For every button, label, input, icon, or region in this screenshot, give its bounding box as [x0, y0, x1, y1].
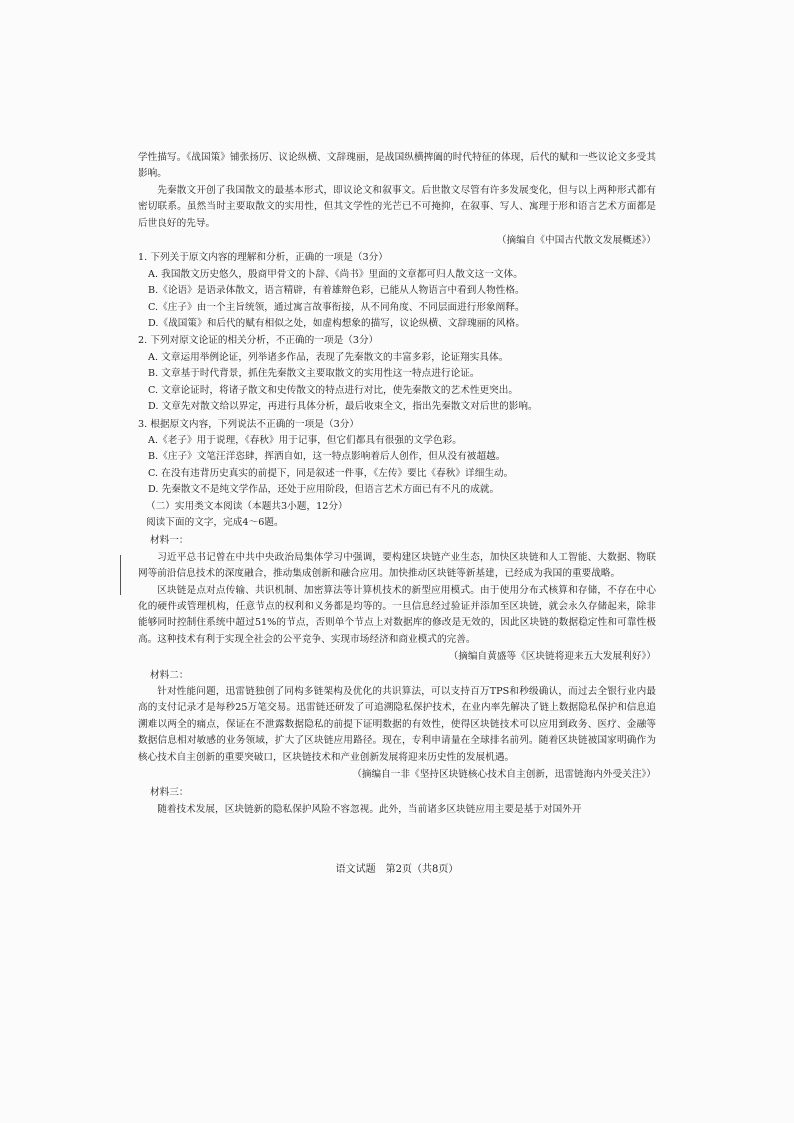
margin-mark — [120, 555, 121, 595]
page-body — [138, 150, 656, 818]
question-2-option-d: D. 文章先对散文给以界定，再进行具体分析，最后收束全文，指出先秦散文对后世的影响。 — [148, 401, 538, 413]
question-1-option-c: C.《庄子》由一个主旨统领，通过寓言故事衔接，从不同角度、不同层面进行形象阐释。 — [148, 301, 525, 313]
question-3-option-d: D. 先秦散文不是纯文学作品，还处于应用阶段，但语言艺术方面已有不凡的成就。 — [148, 484, 500, 496]
question-2-option-c: C. 文章论证时，将诸子散文和史传散文的特点进行对比，使先秦散文的艺术性更突出。 — [148, 384, 519, 396]
section-2-header: （二）实用类文本阅读（本题共3小题，12分） — [146, 500, 348, 512]
question-2-stem: 2. 下列对原文论证的相关分析，不正确的一项是（3分） — [138, 335, 379, 347]
material-3-paragraph-1: 随着技术发展，区块链新的隐私保护风险不容忽视。此外，当前诸多区块链应用主要是基于对国外开 — [157, 803, 582, 815]
page-footer: 语文试题 第2页（共8页） — [335, 864, 459, 875]
question-3-stem: 3. 根据原文内容，下列说法不正确的一项是（3分） — [138, 418, 360, 430]
material-1-source: （摘编自黄盛等《区块链将迎来五大发展利好》） — [448, 651, 656, 663]
material-2-paragraph-1: 针对性能问题，迅雷链独创了同构多链架构及优化的共识算法，可以支持百万TPS和秒级确认，而过去全银行业内最高的支付记录才是每秒25万笔交易。迅雷链还研发了可追溯隐私保护技术，在业内率先解决了链上数据隐私保护和信息追溯难以两全的痛点，保证在不泄露数据隐私的前提下证明数据的有效性，使得区块链技术可以应用到政务、医疗、金融等数据信息相对敏感的业务领域，扩大了区块链应用路径。现在，专利申请量在全球排名前列。随着区块链被国家明确作为核心技术自主创新的重要突破口，区块链技术和产业创新发展将迎来历史性的发展机遇。 — [138, 686, 656, 763]
intro-paragraph-1: 学性描写。《战国策》铺张扬厉、议论纵横、文辞瑰丽，是战国纵横捭阖的时代特征的体现，后代的赋和一些议论文多受其影响。 — [138, 152, 656, 180]
material-2-label: 材料二： — [150, 669, 189, 681]
question-1-option-d: D.《战国策》和后代的赋有相似之处，如虚构想象的描写，议论纵横、文辞瑰丽的风格。 — [148, 318, 525, 330]
intro-source: （摘编自《中国古代散文发展概述》） — [496, 235, 656, 247]
question-3-option-b: B.《庄子》文笔汪洋恣肆，挥洒自如，这一特点影响着后人创作，但从没有被超越。 — [148, 451, 506, 463]
material-1-paragraph-1: 习近平总书记曾在中共中央政治局集体学习中强调，要构建区块链产业生态，加快区块链和人工智能、大数据、物联网等前沿信息技术的深度融合，推动集成创新和融合应用。加快推动区块链等新基建，已经成为我国的重要战略。 — [138, 551, 656, 580]
question-2-option-a: A. 文章运用举例论证，列举诸多作品，表现了先秦散文的丰富多彩，论证翔实具体。 — [148, 351, 509, 363]
material-3-label: 材料三： — [150, 787, 189, 799]
question-3-option-a: A.《老子》用于说理，《春秋》用于记事，但它们都具有很强的文学色彩。 — [148, 434, 462, 446]
question-2-option-b: B. 文章基于时代背景，抓住先秦散文主要取散文的实用性这一特点进行论证。 — [148, 368, 480, 380]
question-1-stem: 1. 下列关于原文内容的理解和分析，正确的一项是（3分） — [138, 252, 388, 264]
intro-paragraph-2: 先秦散文开创了我国散文的最基本形式，即议论文和叙事文。后世散文尽管有许多发展变化，但与以上两种形式都有密切联系。虽然当时主要取散文的实用性，但其文学性的光芒已不可掩抑，在叙事、写人、寓理于形和语言艺术方面都是后世良好的先导。 — [138, 184, 656, 229]
question-2 — [138, 333, 656, 415]
question-1 — [138, 250, 656, 332]
material-2-source: （摘编自一非《坚持区块链核心技术自主创新，迅雷链海内外受关注》） — [352, 769, 656, 781]
question-3-option-c: C. 在没有违背历史真实的前提下，同是叙述一件事，《左传》要比《春秋》详细生动。 — [148, 467, 514, 479]
material-1-paragraph-2: 区块链是点对点传输、共识机制、加密算法等计算机技术的新型应用模式。由于使用分布式核算和存储，不存在中心化的硬件或管理机构，任意节点的权利和义务都是均等的。一旦信息经过验证并添加至区块链，就会永久存储起来，除非能够同时控制住系统中超过51%的节点，否则单个节点上对数据库的修改是无效的，因此区块链的数据稳定性和可靠性极高。这种技术有利于实现全社会的公平竞争、实现市场经济和商业模式的完善。 — [138, 584, 656, 645]
question-1-option-b: B.《论语》是语录体散文，语言精辟，有着雄辩色彩，已能从人物语言中看到人物性格。 — [148, 285, 525, 297]
question-3 — [138, 417, 656, 499]
section-2-instruction: 阅读下面的文字，完成4～6题。 — [146, 516, 284, 528]
question-1-option-a: A. 我国散文历史悠久，殷商甲骨文的卜辞、《尚书》里面的文章都可归人散文这一文体。 — [148, 268, 523, 280]
material-1-label: 材料一： — [150, 535, 189, 547]
